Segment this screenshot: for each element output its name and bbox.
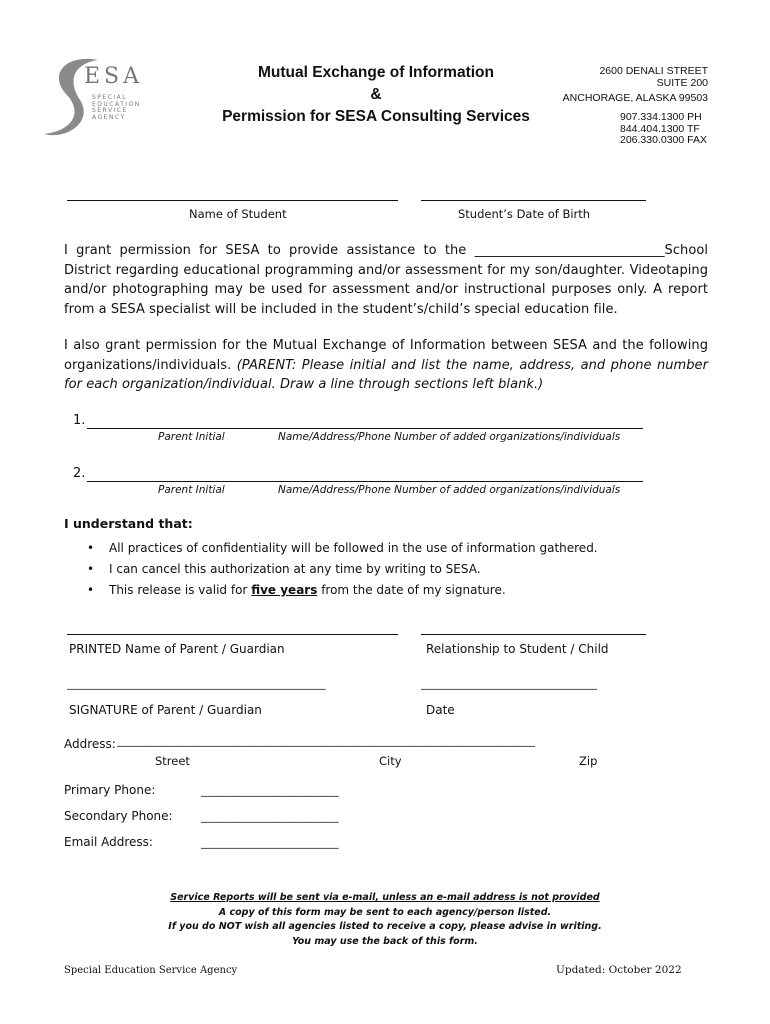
phone-tf: 844.404.1300 TF bbox=[620, 122, 700, 135]
logo-sub: AGENCY bbox=[92, 113, 126, 121]
entry-1-field[interactable] bbox=[87, 428, 643, 429]
school-district-field[interactable]: _____________________________ bbox=[474, 243, 665, 258]
student-name-label: Name of Student bbox=[189, 207, 287, 221]
footer-updated: Updated: October 2022 bbox=[556, 964, 682, 976]
relationship-field[interactable] bbox=[421, 634, 646, 635]
address-field[interactable]: ____________________________________________________________________________ bbox=[117, 734, 535, 747]
agency-phones bbox=[620, 112, 708, 147]
list-item: • This release is valid for five years from the date of my signature. bbox=[87, 583, 506, 597]
zip-label: Zip bbox=[579, 754, 598, 768]
student-dob-field[interactable] bbox=[421, 200, 646, 201]
address-suite: SUITE 200 bbox=[656, 76, 708, 89]
understand-heading: I understand that: bbox=[64, 516, 193, 531]
date-label: Date bbox=[426, 703, 455, 717]
entry-1-detail-label: Name/Address/Phone Number of added organizations/individuals bbox=[278, 431, 621, 443]
logo-letters: ESA bbox=[84, 64, 144, 89]
street-label: Street bbox=[155, 754, 190, 768]
list-item: • I can cancel this authorization at any time by writing to SESA. bbox=[87, 562, 481, 576]
list-item: • All practices of confidentiality will be followed in the use of information gathered. bbox=[87, 541, 598, 555]
address-street: 2600 DENALI STREET bbox=[599, 65, 708, 77]
footer-note-4: You may use the back of this form. bbox=[292, 935, 478, 947]
printed-name-label: PRINTED Name of Parent / Guardian bbox=[69, 642, 285, 656]
footer-agency: Special Education Service Agency bbox=[64, 965, 238, 976]
sesa-logo bbox=[36, 52, 176, 142]
entry-number: 2. bbox=[73, 466, 86, 481]
understand-list bbox=[87, 538, 598, 601]
student-dob-label: Student’s Date of Birth bbox=[458, 207, 591, 221]
permission-paragraph-1: I grant permission for SESA to provide assistance to the _____________________________School District regarding educational programming and/or assessment for my son/daughter. Videotaping and/or photographing may be used for assessment and/or instructional purposes only. A report from a SESA specialist will be included in the student’s/child’s special education file. bbox=[64, 243, 708, 317]
date-field[interactable]: ________________________________ bbox=[421, 677, 597, 690]
student-name-field[interactable] bbox=[67, 200, 398, 201]
footer-notes bbox=[135, 891, 635, 949]
email-label: Email Address: bbox=[64, 835, 153, 849]
secondary-phone-field[interactable]: _________________________ bbox=[201, 810, 339, 823]
primary-phone-label: Primary Phone: bbox=[64, 783, 156, 797]
footer-note-2: A copy of this form may be sent to each agency/person listed. bbox=[218, 906, 552, 918]
phone-ph: 907.334.1300 PH bbox=[620, 111, 702, 123]
phone-fax: 206.330.0300 FAX bbox=[620, 134, 707, 146]
title-line-2: & bbox=[370, 86, 382, 103]
signature-field[interactable]: _______________________________________________ bbox=[67, 677, 326, 690]
footer-note-3: If you do NOT wish all agencies listed to receive a copy, please advise in writing. bbox=[168, 921, 602, 932]
printed-name-field[interactable] bbox=[67, 634, 398, 635]
title-line-1: Mutual Exchange of Information bbox=[258, 64, 494, 81]
title-line-3: Permission for SESA Consulting Services bbox=[222, 108, 530, 125]
form-title bbox=[216, 62, 536, 128]
entry-2-field[interactable] bbox=[87, 481, 643, 482]
secondary-phone-label: Secondary Phone: bbox=[64, 809, 173, 823]
address-city: ANCHORAGE, ALASKA 99503 bbox=[562, 92, 708, 104]
city-label: City bbox=[379, 754, 402, 768]
address-label: Address: bbox=[64, 737, 116, 751]
entry-2-initial-label: Parent Initial bbox=[158, 484, 225, 496]
logo-sub: EDUCATION bbox=[92, 100, 141, 108]
footer-note-1: Service Reports will be sent via e-mail, unless an e-mail address is not provided bbox=[170, 892, 600, 903]
entry-2-detail-label: Name/Address/Phone Number of added organizations/individuals bbox=[278, 484, 621, 496]
entry-number: 1. bbox=[73, 413, 86, 428]
signature-label: SIGNATURE of Parent / Guardian bbox=[69, 703, 262, 717]
permission-paragraph-2: I also grant permission for the Mutual Exchange of Information between SESA and the following organizations/individuals. (PARENT: Please initial and list the name, address, and phone number for each organization/individual. Draw a line through sections left blank.) bbox=[64, 338, 708, 392]
logo-sub: SPECIAL bbox=[92, 94, 128, 101]
logo-sub: SERVICE bbox=[92, 107, 128, 114]
agency-address bbox=[563, 66, 708, 105]
relationship-label: Relationship to Student / Child bbox=[426, 642, 609, 656]
email-field[interactable]: _________________________ bbox=[201, 836, 339, 849]
primary-phone-field[interactable]: _________________________ bbox=[201, 784, 339, 797]
entry-1-initial-label: Parent Initial bbox=[158, 431, 225, 443]
